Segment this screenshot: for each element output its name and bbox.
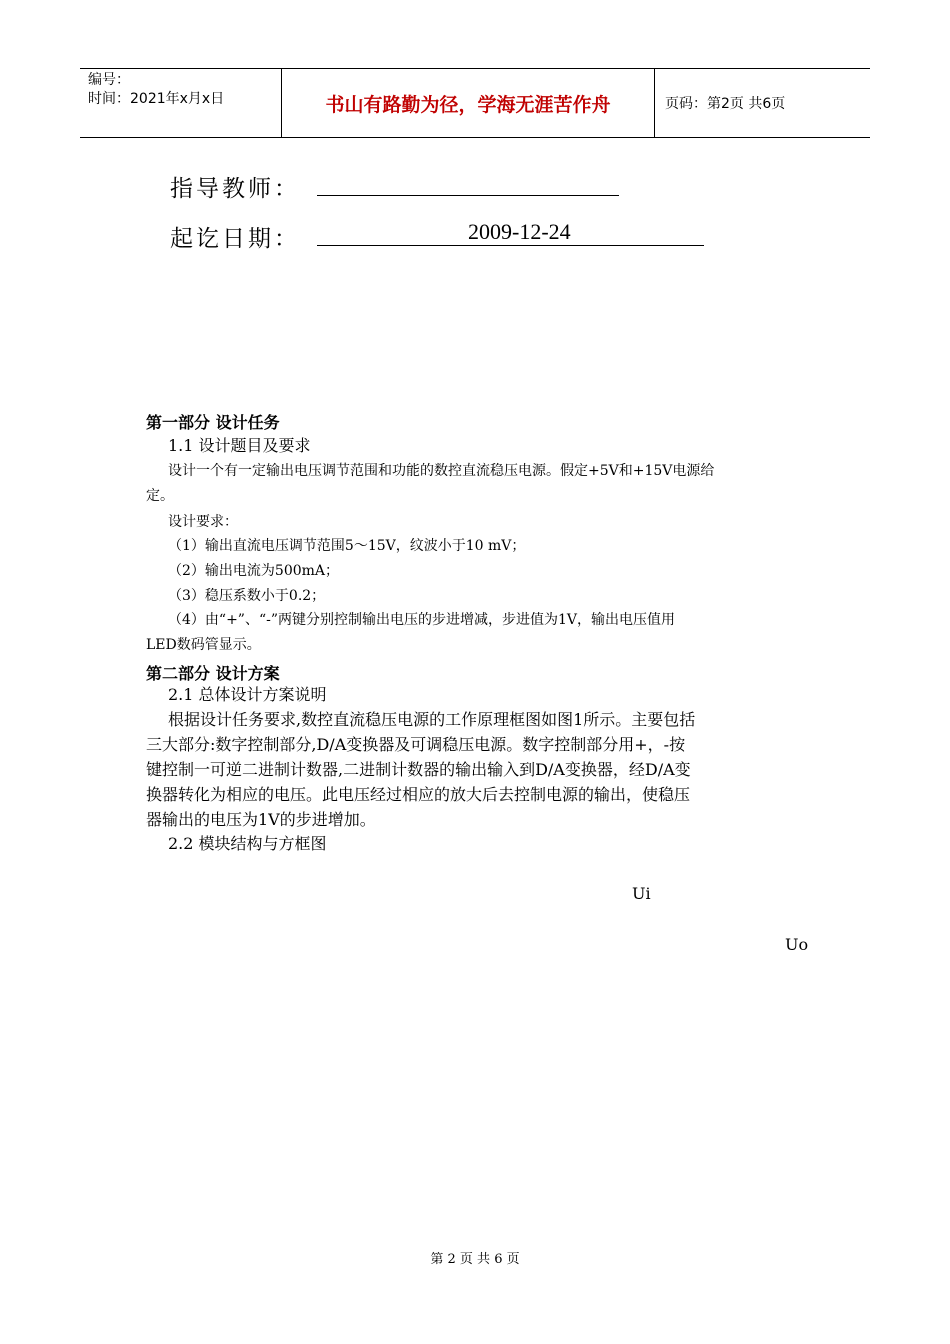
requirement-4-line2: LED数码管显示。 <box>146 637 261 653</box>
requirement-1: （1）输出直流电压调节范围5～15V，纹波小于10 mV； <box>168 538 526 554</box>
requirement-2: （2）输出电流为500mA； <box>168 563 340 579</box>
date-value: 2009-12-24 <box>468 219 571 244</box>
part2-subheading-1: 2.1 总体设计方案说明 <box>168 685 327 704</box>
part2-para-line1: 根据设计任务要求,数控直流稳压电源的工作原理框图如图1所示。主要包括 <box>168 710 696 729</box>
requirements-title: 设计要求： <box>168 514 238 530</box>
date-underline <box>317 245 704 246</box>
header-left-cell <box>80 69 282 137</box>
header-motto: 书山有路勤为径，学海无涯苦作舟 <box>282 69 655 137</box>
part2-para-line4: 换器转化为相应的电压。此电压经过相应的放大后去控制电源的输出，使稳压 <box>146 785 691 804</box>
date-label: 起讫日期： <box>170 226 300 252</box>
requirement-4-line1: （4）由“+”、“-”两键分别控制输出电压的步进增减，步进值为1V，输出电压值用 <box>168 612 676 628</box>
time-label: 时间：2021年x月x日 <box>88 91 225 107</box>
requirement-3: （3）稳压系数小于0.2； <box>168 588 326 604</box>
part1-para-line1: 设计一个有一定输出电压调节范围和功能的数控直流稳压电源。假定+5V和+15V电源给 <box>168 463 715 479</box>
part2-subheading-2: 2.2 模块结构与方框图 <box>168 834 327 853</box>
advisor-label: 指导教师： <box>170 176 300 202</box>
number-label: 编号： <box>88 72 130 88</box>
part2-heading: 第二部分 设计方案 <box>146 664 280 683</box>
advisor-underline <box>317 195 619 196</box>
part1-subheading: 1.1 设计题目及要求 <box>168 436 311 455</box>
part2-para-line5: 器输出的电压为1V的步进增加。 <box>146 810 376 829</box>
page-header <box>80 68 870 138</box>
header-page-label: 页码：第2页 共6页 <box>665 96 786 112</box>
part1-heading: 第一部分 设计任务 <box>146 413 280 432</box>
part2-para-line3: 键控制一可逆二进制计数器,二进制计数器的输出输入到D/A变换器，经D/A变 <box>146 760 691 779</box>
page-footer: 第 2 页 共 6 页 <box>430 1252 520 1267</box>
part2-para-line2: 三大部分:数字控制部分,D/A变换器及可调稳压电源。数字控制部分用+，-按 <box>146 735 686 754</box>
part1-para-line2: 定。 <box>146 488 174 504</box>
diagram-uo-label: Uo <box>785 935 809 954</box>
diagram-ui-label: Ui <box>632 884 651 903</box>
